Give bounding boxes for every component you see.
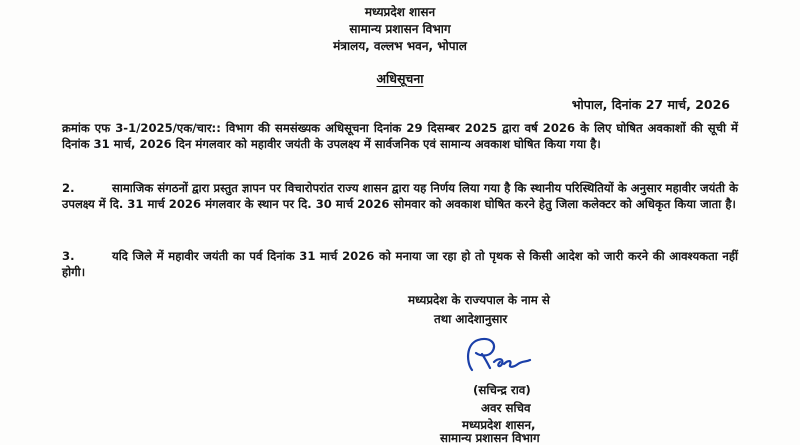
paragraph-2-number: 2. <box>62 181 75 195</box>
paragraph-1: क्रमांक एफ 3-1/2025/एक/चार:: विभाग की समसंख्यक अधिसूचना दिनांक 29 दिसम्बर 2025 द्वारा वर्ष 2026 के लिए घोषित अवकाशों की सूची में दिनांक 31 मार्च, 2026 दिन मंगलवार को महावीर जयंती के उपलक्ष्य में सार्वजनिक एवं सामान्य अवकाश घोषित किया गया है। <box>62 121 738 151</box>
paragraph-3-number: 3. <box>62 249 75 263</box>
dateline: भोपाल, दिनांक 27 मार्च, 2026 <box>571 97 730 112</box>
signatory-org-2: सामान्य प्रशासन विभाग <box>440 431 540 445</box>
header-department: सामान्य प्रशासन विभाग <box>349 22 451 36</box>
paragraph-2: सामाजिक संगठनों द्वारा प्रस्तुत ज्ञापन पर विचारोपरांत राज्य शासन द्वारा यह निर्णय लिया गया है कि स्थानीय परिस्थितियों के अनुसार महावीर जयंती के उपलक्ष्य में दि. 31 मार्च 2026 मंगलवार के स्थान पर दि. 30 मार्च 2026 सोमवार को अवकाश घोषित करने हेतु जिला कलेक्टर को अधिकृत किया जाता है। <box>62 181 738 211</box>
signatory-designation: अवर सचिव <box>481 401 531 415</box>
notification-title-text: अधिसूचना <box>376 71 424 86</box>
order-line-1: मध्यप्रदेश के राज्यपाल के नाम से <box>408 293 550 307</box>
signatory-name: (सचिन्द्र राव) <box>473 383 531 397</box>
paragraph-3: यदि जिले में महावीर जयंती का पर्व दिनांक 31 मार्च 2026 को मनाया जा रहा हो तो पृथक से किसी आदेश को जारी करने की आवश्यकता नहीं होगी। <box>62 249 738 279</box>
handwritten-signature <box>458 334 538 378</box>
header-government: मध्यप्रदेश शासन <box>364 5 436 19</box>
order-line-2: तथा आदेशानुसार <box>434 312 508 326</box>
signatory-org-1: मध्यप्रदेश शासन, <box>462 418 536 432</box>
header-address: मंत्रालय, वल्लभ भवन, भोपाल <box>333 39 467 53</box>
notification-title <box>0 70 800 87</box>
